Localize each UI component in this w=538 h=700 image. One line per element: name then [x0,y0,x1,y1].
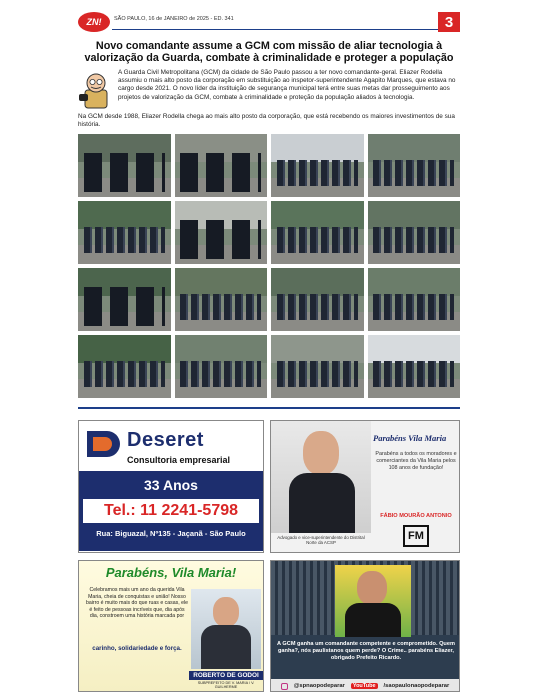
event-photo [78,268,171,331]
ad-deseret-phone: Tel.: 11 2241-5798 [83,499,259,523]
ad-vila-maria-fabio [270,420,460,553]
ad-gcm-text: A GCM ganha um comandante competente e comprometido. Quem ganha?, nós paulistanos quem perde? O Crime.. parabéns Eliazer, obrigado Prefeito Ricardo. [277,641,455,661]
photo-grid [78,134,460,398]
ad-vm2-text: Celebramos mais um ano da querida Vila Maria, cheia de conquistas e união! Nosso bairro é muito mais do que ruas e casas, ele é feito de pessoas incríveis que, dia após dia, constroem uma história marcada por [85,587,189,620]
mascot-icon [78,70,114,112]
article-lead: A Guarda Civil Metropolitana (GCM) da cidade de São Paulo passou a ter novo comandante-geral. Eliazer Rodella assumiu o mais alto posto da corporação em substituição ao inspetor-superintendente Agapito Marques, que estava no cargo desde 2021. O novo líder da instituição de segurança municipal terá entre suas metas dar prosseguimento aos projetos de valorização da GCM, combate à criminalidade e proteção da população aliados à tecnologia. [118,69,456,101]
event-photo [175,134,268,197]
ad-deseret [78,420,264,553]
portrait-suit [201,625,251,669]
portrait-head [357,571,387,605]
event-photo [368,134,461,197]
section-divider [78,407,460,409]
ad-vm1-name: FÁBIO MOURÃO ANTONIO [380,513,452,519]
ad-vm2-title: Parabéns, Vila Maria! [105,565,237,580]
ad-vm1-title: Parabéns Vila Maria [373,433,447,443]
event-photo [78,134,171,197]
ad-vila-maria-roberto [78,560,264,692]
portrait-head [303,431,339,475]
ad-vm2-name: ROBERTO DE GODOI [189,671,263,680]
article-body: Na GCM desde 1988, Eliazer Rodella chega ao mais alto posto da corporação, que está recebendo os maiores investimentos de sua história. [78,113,455,129]
event-photo [271,201,364,264]
social-bar [271,679,459,692]
header-rule [112,29,438,30]
ad-vm2-values: carinho, solidariedade e força. [92,645,182,652]
masthead [78,12,460,34]
article-headline: Novo comandante assume a GCM com missão de aliar tecnologia à valorização da Guarda, combate à criminalidade e proteger a população [84,40,454,64]
ad-vm1-caption: Advogado e vice-superintendente do Distrital Norte da ACSP [277,535,365,546]
ad-deseret-years: 33 Anos [144,477,198,493]
ad-deseret-address: Rua: Biguazal, Nº135 - Jaçanã - São Paulo [96,529,246,538]
event-photo [175,201,268,264]
youtube-icon: YouTube [352,683,376,689]
deseret-logo-icon [85,429,125,459]
instagram-icon [281,683,288,690]
event-photo [368,335,461,398]
portrait-shirt [345,603,401,637]
portrait-suit [289,473,355,533]
event-photo [78,201,171,264]
event-photo [271,335,364,398]
ad-deseret-name: Deseret [127,429,204,451]
event-photo [271,268,364,331]
newspaper-logo: ZN! [78,12,110,32]
event-photo [368,268,461,331]
event-photo [175,335,268,398]
event-photo [78,335,171,398]
ad-vm2-role: SUBPREFEITO DE V. MARIA / V. GUILHERME [197,681,255,689]
youtube-handle: /saopaulonaopodeparar [383,683,450,689]
instagram-handle: @spnaopodeparar [293,683,345,689]
page-number: 3 [438,12,460,32]
ad-deseret-subtitle: Consultoria empresarial [127,455,231,465]
fm-monogram: FM [403,525,429,547]
portrait-head [213,597,239,627]
event-photo [271,134,364,197]
ad-gcm-congrats [270,560,460,692]
ad-vm1-text: Parabéns a todos os moradores e comerciantes da Vila Maria pelos 108 anos de fundação! [375,451,457,471]
edition-line: SÃO PAULO, 16 de JANEIRO de 2025 - ED. 341 [114,16,234,22]
event-photo [175,268,268,331]
event-photo [368,201,461,264]
